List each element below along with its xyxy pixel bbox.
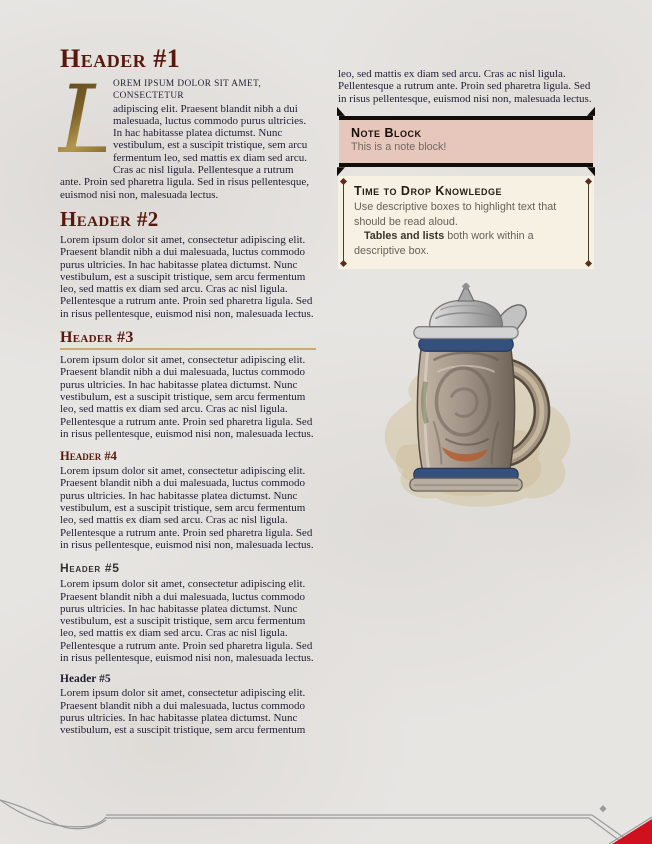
note-corner-icon: [587, 107, 595, 116]
corner-diamond-icon: [340, 178, 347, 185]
descriptive-box-title: Time to Drop Knowledge: [354, 184, 502, 199]
paragraph: Lorem ipsum dolor sit amet, consectetur adipiscing elit. Praesent blandit nibh a dui malesuada, luctus commodo purus ultricies. In hac habitasse platea dictumst. Nunc vestibulum, est a suscipit tristique, sem arcu fermentum leo, sed mattis ex diam sed arcu. Cras ac nisl ligula. Pellentesque a rutrum ante. Proin sed pharetra ligula. Sed in risus pellentesque, euismod nisi non, malesuada lectus.: [60, 465, 314, 551]
corner-diamond-icon: [340, 260, 347, 267]
paragraph-text: adipiscing elit. Praesent blandit nibh a dui malesuada, luctus commodo purus ultricies. In hac habitasse platea dictumst. Nunc vestibulum, est a suscipit tristique, sem arcu fermentum leo, sed mattis ex diam sed arcu. Cras ac nisl ligula. Pellentesque a rutrum ante. Proin sed pharetra ligula. Sed in risus pellentesque, euismod nisi non, malesuada lectus.: [60, 102, 309, 201]
paragraph: Lorem ipsum dolor sit amet, consectetur adipiscing elit. Praesent blandit nibh a dui malesuada, luctus commodo purus ultricies. In hac habitasse platea dictumst. Nunc vestibulum, est a suscipit tristique, sem arcu fermentum leo, sed mattis ex diam sed arcu. Cras ac nisl ligula. Pellentesque a rutrum ante. Proin sed pharetra ligula. Sed in risus pellentesque, euismod nisi non, malesuada lectus.: [60, 233, 314, 320]
header-4: Header #4: [60, 449, 117, 464]
stein-body: [417, 345, 514, 473]
footer-flourish: [0, 798, 652, 844]
header-2: Header #2: [60, 206, 159, 231]
paragraph-continuation: leo, sed mattis ex diam sed arcu. Cras ac nisl ligula. Pellentesque a rutrum ante. Proin sed pharetra ligula. Sed in risus pellentesque, euismod nisi non, malesuada lectus.: [338, 68, 592, 105]
note-corner-icon: [587, 167, 595, 176]
descriptive-line: Use descriptive boxes to highlight text that should be read aloud.: [354, 201, 557, 228]
paragraph: Lorem ipsum dolor sit amet, consectetur adipiscing elit. Praesent blandit nibh a dui malesuada, luctus commodo purus ultricies. In hac habitasse platea dictumst. Nunc vestibulum, est a suscipit tristique, sem arcu fermentum leo, sed mattis ex diam sed arcu. Cras ac nisl ligula. Pellentesque a rutrum ante. Proin sed pharetra ligula. Sed in risus pellentesque, euismod nisi non, malesuada lectus.: [60, 354, 314, 440]
corner-diamond-icon: [585, 260, 592, 267]
descriptive-box-body: [354, 200, 578, 258]
note-corner-icon: [337, 167, 345, 176]
dropcap-letter: L: [58, 66, 121, 175]
footer-dot: [599, 805, 606, 812]
paragraph-with-dropcap: [58, 66, 316, 201]
note-corner-icon: [337, 107, 345, 116]
left-column: [60, 45, 316, 739]
paragraph-truncated: Lorem ipsum dolor sit amet, consectetur adipiscing elit. Praesent blandit nibh a dui malesuada, luctus commodo purus ultricies. In hac habitasse platea dictumst. Nunc vestibulum, est a suscipit tristique, sem arcu fermentum: [60, 687, 306, 737]
illustration-container: [338, 283, 594, 515]
header-5-bold: Header #5: [60, 673, 111, 686]
note-block-body: This is a note block!: [351, 141, 447, 154]
descriptive-line-2-rest: both work within a descriptive box.: [354, 230, 534, 257]
smallcaps-lead-line: OREM IPSUM DOLOR SIT AMET, CONSECTETUR: [113, 79, 262, 102]
header-1: Header #1: [60, 44, 181, 73]
footer-red-triangle: [612, 819, 652, 844]
descriptive-line-2: [354, 229, 578, 258]
descriptive-box: [338, 176, 594, 269]
beer-stein-illustration: [343, 283, 589, 515]
header-5-sans: Header #5: [60, 561, 120, 576]
note-block-title: Note Block: [351, 125, 422, 140]
corner-diamond-icon: [585, 178, 592, 185]
note-block: [339, 116, 593, 167]
paragraph: Lorem ipsum dolor sit amet, consectetur adipiscing elit. Praesent blandit nibh a dui malesuada, luctus commodo purus ultricies. In hac habitasse platea dictumst. Nunc vestibulum, est a suscipit tristique, sem arcu fermentum leo, sed mattis ex diam sed arcu. Cras ac nisl ligula. Pellentesque a rutrum ante. Proin sed pharetra ligula. Sed in risus pellentesque, euismod nisi non, malesuada lectus.: [60, 578, 314, 664]
bold-lead-text: Tables and lists: [364, 230, 445, 243]
right-column: [338, 68, 594, 739]
header-3-with-gold-rule: Header #3: [60, 329, 316, 350]
